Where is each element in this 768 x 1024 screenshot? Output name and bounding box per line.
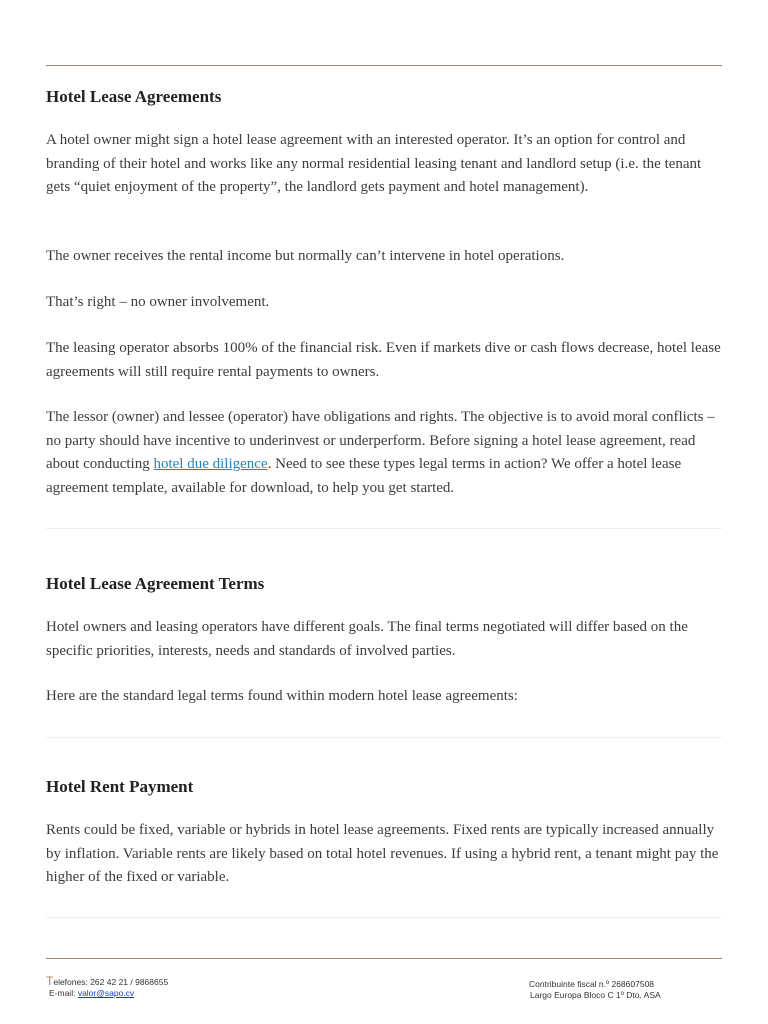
document-page [46, 0, 722, 1024]
phone-text: elefones: 262 42 21 / 9868655 [53, 977, 169, 987]
footer-phone [46, 976, 168, 988]
section-heading-lease-terms: Hotel Lease Agreement Terms [46, 574, 265, 593]
footer-divider [46, 958, 722, 959]
section-divider [46, 737, 722, 738]
section-heading-lease-agreements: Hotel Lease Agreements [46, 87, 222, 106]
paragraph: A hotel owner might sign a hotel lease agreement with an interested operator. It’s an option for control and branding of their hotel and works like any normal residential leasing tenant and landlord setup (i.e. the tenant gets “quiet enjoyment of the property”, the landlord gets payment and hotel management). [46, 132, 702, 195]
footer-address: Largo Europa Bloco C 1º Dto. ASA [530, 990, 661, 1000]
footer-tax-id: Contribuinte fiscal n.º 268607508 [529, 979, 655, 989]
paragraph: Hotel owners and leasing operators have different goals. The final terms negotiated will differ based on the specific priorities, interests, needs and standards of involved parties. [46, 619, 688, 659]
paragraph-with-link [46, 406, 722, 500]
paragraph-text: The lessor (owner) and lessee (operator) have obligations and rights. The objective is to avoid moral conflicts – no party should have incentive to underinvest or underperform. Before signing a hotel lease agreement, read about conducting [46, 409, 715, 472]
paragraph: Here are the standard legal terms found within modern hotel lease agreements: [46, 688, 518, 704]
hotel-due-diligence-link[interactable]: hotel due diligence [153, 456, 268, 472]
section-divider [46, 528, 722, 529]
paragraph: The leasing operator absorbs 100% of the financial risk. Even if markets dive or cash flows decrease, hotel lease agreements will still require rental payments to owners. [46, 340, 721, 380]
email-link[interactable]: valor@sapo.cv [77, 988, 135, 998]
phone-initial: T [46, 974, 54, 988]
top-divider [46, 65, 722, 66]
footer-company [529, 979, 661, 1001]
paragraph-text: . Need to see these types legal terms in action? We offer a hotel lease agreement template, available for download, to help you get started. [46, 456, 682, 496]
paragraph: Rents could be fixed, variable or hybrids in hotel lease agreements. Fixed rents are typically increased annually by inflation. Variable rents are likely based on total hotel revenues. If using a hybrid rent, a tenant might pay the higher of the fixed or variable. [46, 822, 719, 885]
email-label: E-mail: [49, 988, 78, 998]
paragraph: That’s right – no owner involvement. [46, 294, 270, 310]
footer-email [46, 988, 168, 999]
paragraph: The owner receives the rental income but normally can’t intervene in hotel operations. [46, 248, 565, 264]
footer-contact [46, 976, 168, 999]
section-heading-rent-payment: Hotel Rent Payment [46, 777, 194, 796]
section-divider [46, 917, 722, 918]
